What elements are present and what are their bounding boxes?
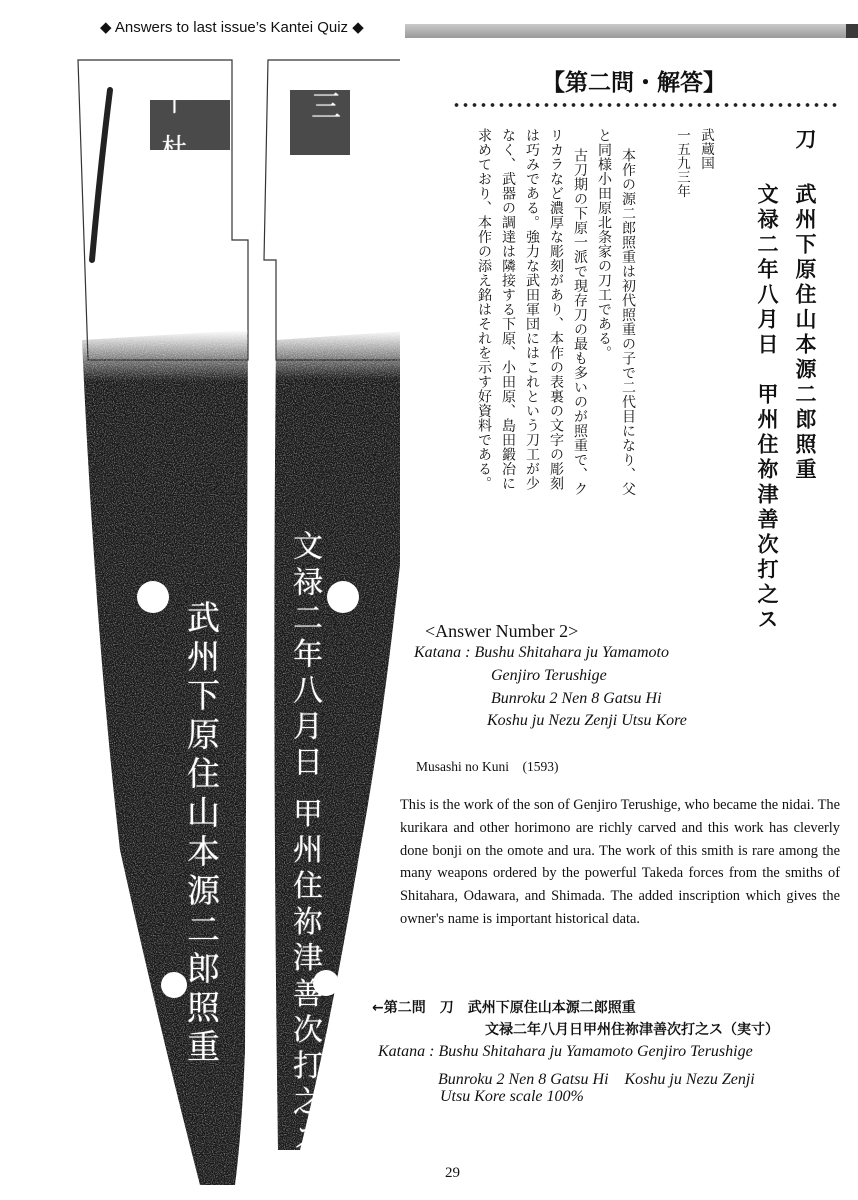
katana-line-3: Bunroku 2 Nen 8 Gatsu Hi [491,690,662,707]
mei-line-2-jp: 文禄二年八月日 甲州住祢津善次打之ス [755,183,779,633]
caption-en-line-2: Bunroku 2 Nen 8 Gatsu Hi Koshu ju Nezu Zenji [438,1071,755,1088]
body-jp-7: 求めており、本作の添え銘はそれを示す好資料である。 [476,128,492,491]
province-line-en: Musashi no Kuni (1593) [416,759,559,774]
body-jp-3: 古刀期の下原一派で現存刀の最も多いのが照重で、ク [572,148,588,496]
body-jp-4: リカラなど濃厚な彫刻があり、本作の表裏の文字の彫刻 [548,128,564,491]
katana-line-2: Genjiro Terushige [491,667,607,684]
body-jp-5: は巧みである。強力な武田軍団にはこれという刀工が少 [524,128,540,491]
header-rule-end [846,24,858,38]
ura-nakago-mark: 三 [305,90,340,126]
caption-jp-line-2: 文禄二年八月日甲州住祢津善次打之ス（実寸） [485,1022,779,1038]
mei-line-1-jp: 武州下原住山本源二郎照重 [793,183,817,483]
katana-line-4: Koshu ju Nezu Zenji Utsu Kore [487,712,687,729]
body-jp-6: なく、武器の調達は隣接する下原、小田原、島田鍛冶に [500,128,516,491]
omote-nakago-mark: 十 杜 [157,88,187,167]
header-title: ◆ Answers to last issue’s Kantei Quiz ◆ [100,19,364,36]
omote-mekugi-hole-upper [137,581,169,613]
katana-line-1: Katana : Bushu Shitahara ju Yamamoto [414,644,669,661]
dotted-rule [452,102,840,108]
caption-en-line-1: Katana : Bushu Shitahara ju Yamamoto Genjiro Terushige [378,1043,753,1060]
header-rule [405,24,858,38]
commentary-en: This is the work of the son of Genjiro Terushige, who became the nidai. The kurikara and other horimono are richly carved and this work has cleverly done bonji on the omote and ura. The work of this smith is rare among the many weapons ordered by the powerful Takeda forces from the smiths of Shitahara, Odawara, and Shimada. The added inscription which gives the owner's name is important historical data. [400,797,840,927]
caption-en-line-3: Utsu Kore scale 100% [440,1088,584,1105]
province-jp: 武蔵国 [698,128,714,170]
body-jp-1: 本作の源二郎照重は初代照重の子で二代目になり、父 [620,148,636,496]
answer-title-jp: 【第二問・解答】 [542,70,726,96]
page-number: 29 [445,1165,460,1181]
answer-heading-en: <Answer Number 2> [425,621,579,641]
omote-inscription: 武州下原住山本源二郎照重 [182,600,221,1068]
sword-type-jp: 刀 [793,128,817,153]
caption-jp-line-1: ←第二問 刀 武州下原住山本源二郎照重 [372,1000,636,1016]
year-jp: 一五九三年 [674,128,690,198]
ura-inscription: 文禄二年八月日 甲州住祢津善次打之ス [287,530,322,1158]
body-jp-2: と同様小田原北条家の刀工である。 [596,128,612,360]
ura-mekugi-hole-upper [327,581,359,613]
